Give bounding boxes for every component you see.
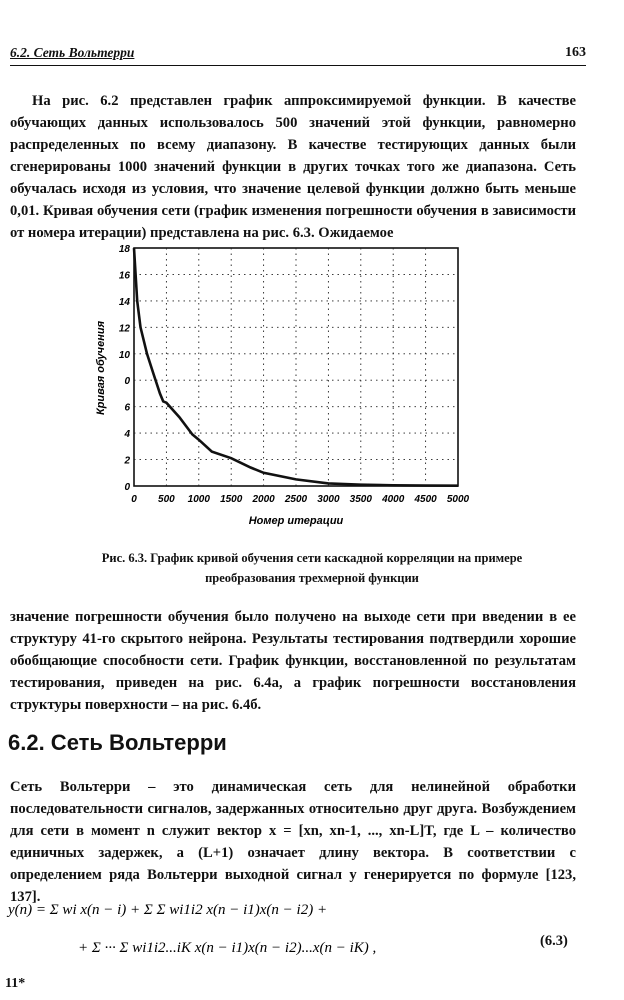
equation-line-2: + Σ ··· Σ wi1i2...iK x(n − i1)x(n − i2)...x(n − iK) , [78,940,377,956]
plot-area [134,248,458,486]
equation-line-1: y(n) = Σ wi x(n − i) + Σ Σ wi1i2 x(n − i1)x(n − i2) + [8,902,328,918]
x-tick-label: 500 [158,494,175,505]
y-tick-label: 12 [118,323,130,335]
learning-curve-chart [0,236,624,536]
x-tick-label: 1500 [220,494,243,505]
paragraph-3: Сеть Вольтерри – это динамическая сеть для нелинейной обработки последовательности сигналов, задержанных относительно друг друга. Возбуждением для сети в момент n служит вектор x = [xn, xn-1, ..., xn-L]T, где L – количество единичных задержек, а (L+1) означает длину вектора. В соответствии с определением ряда Вольтерри выходной сигнал y генерируется по формуле [123, 137]. [10,779,576,905]
equation-block [0,880,624,980]
y-tick-label: 2 [124,455,130,467]
y-axis-label: Кривая обучения [95,320,107,416]
caption-label: Рис. 6.3. [101,551,148,565]
y-tick-label: 14 [118,296,130,308]
y-tick-label: 4 [124,429,130,441]
equation-number: (6.3) [540,933,568,949]
y-tick-labels [119,244,131,493]
y-tick-label: 18 [118,244,130,255]
x-tick-label: 3000 [317,494,340,505]
running-header [10,43,586,66]
caption-text: График кривой обучения сети каскадной корреляции на примере преобразования трехмерной функции [150,551,523,585]
x-tick-label: 0 [131,494,137,505]
x-tick-label: 3500 [349,494,372,505]
x-tick-label: 4500 [414,494,437,505]
x-tick-label: 5000 [446,494,470,505]
y-tick-label: 0 [124,376,130,388]
y-tick-label: 0 [124,482,130,493]
y-tick-label: 6 [124,402,130,414]
y-tick-label: 10 [118,349,130,361]
page-number: 163 [565,45,586,60]
x-tick-label: 2000 [252,494,275,505]
section-title: 6.2. Сеть Вольтерри [8,730,227,755]
figure-caption [60,548,564,588]
x-tick-label: 1000 [187,494,210,505]
grid-lines [134,248,458,486]
running-title: 6.2. Сеть Вольтерри [10,45,135,60]
x-axis-label: Номер итерации [248,515,344,527]
x-tick-label: 4000 [382,494,405,505]
signature-mark: 11* [5,976,26,991]
paragraph-2: значение погрешности обучения было получено на выходе сети при введении в ее структуру 41-го скрытого нейрона. Результаты тестирования подтвердили хорошие обобщающие способности сети. График функции, восстановленной по результатам тестирования, приведен на рис. 6.4а, а график погрешности восстановления структуры поверхности – на рис. 6.4б. [10,609,576,713]
x-tick-label: 2500 [284,494,308,505]
x-tick-labels [131,494,469,505]
y-tick-label: 16 [118,270,130,282]
paragraph-1: На рис. 6.2 представлен график аппроксимируемой функции. В качестве обучающих данных использовалось 500 значений этой функции, равномерно распределенных по всему диапазону. В качестве тестирующих данных были сгенерированы 1000 значений функции в других точках того же диапазона. Сеть обучалась исходя из условия, что значение целевой функции должно быть меньше 0,01. Кривая обучения сети (график изменения погрешности обучения в зависимости от номера итерации) представлена на рис. 6.3. Ожидаемое [10,93,576,241]
series-line [134,248,458,486]
